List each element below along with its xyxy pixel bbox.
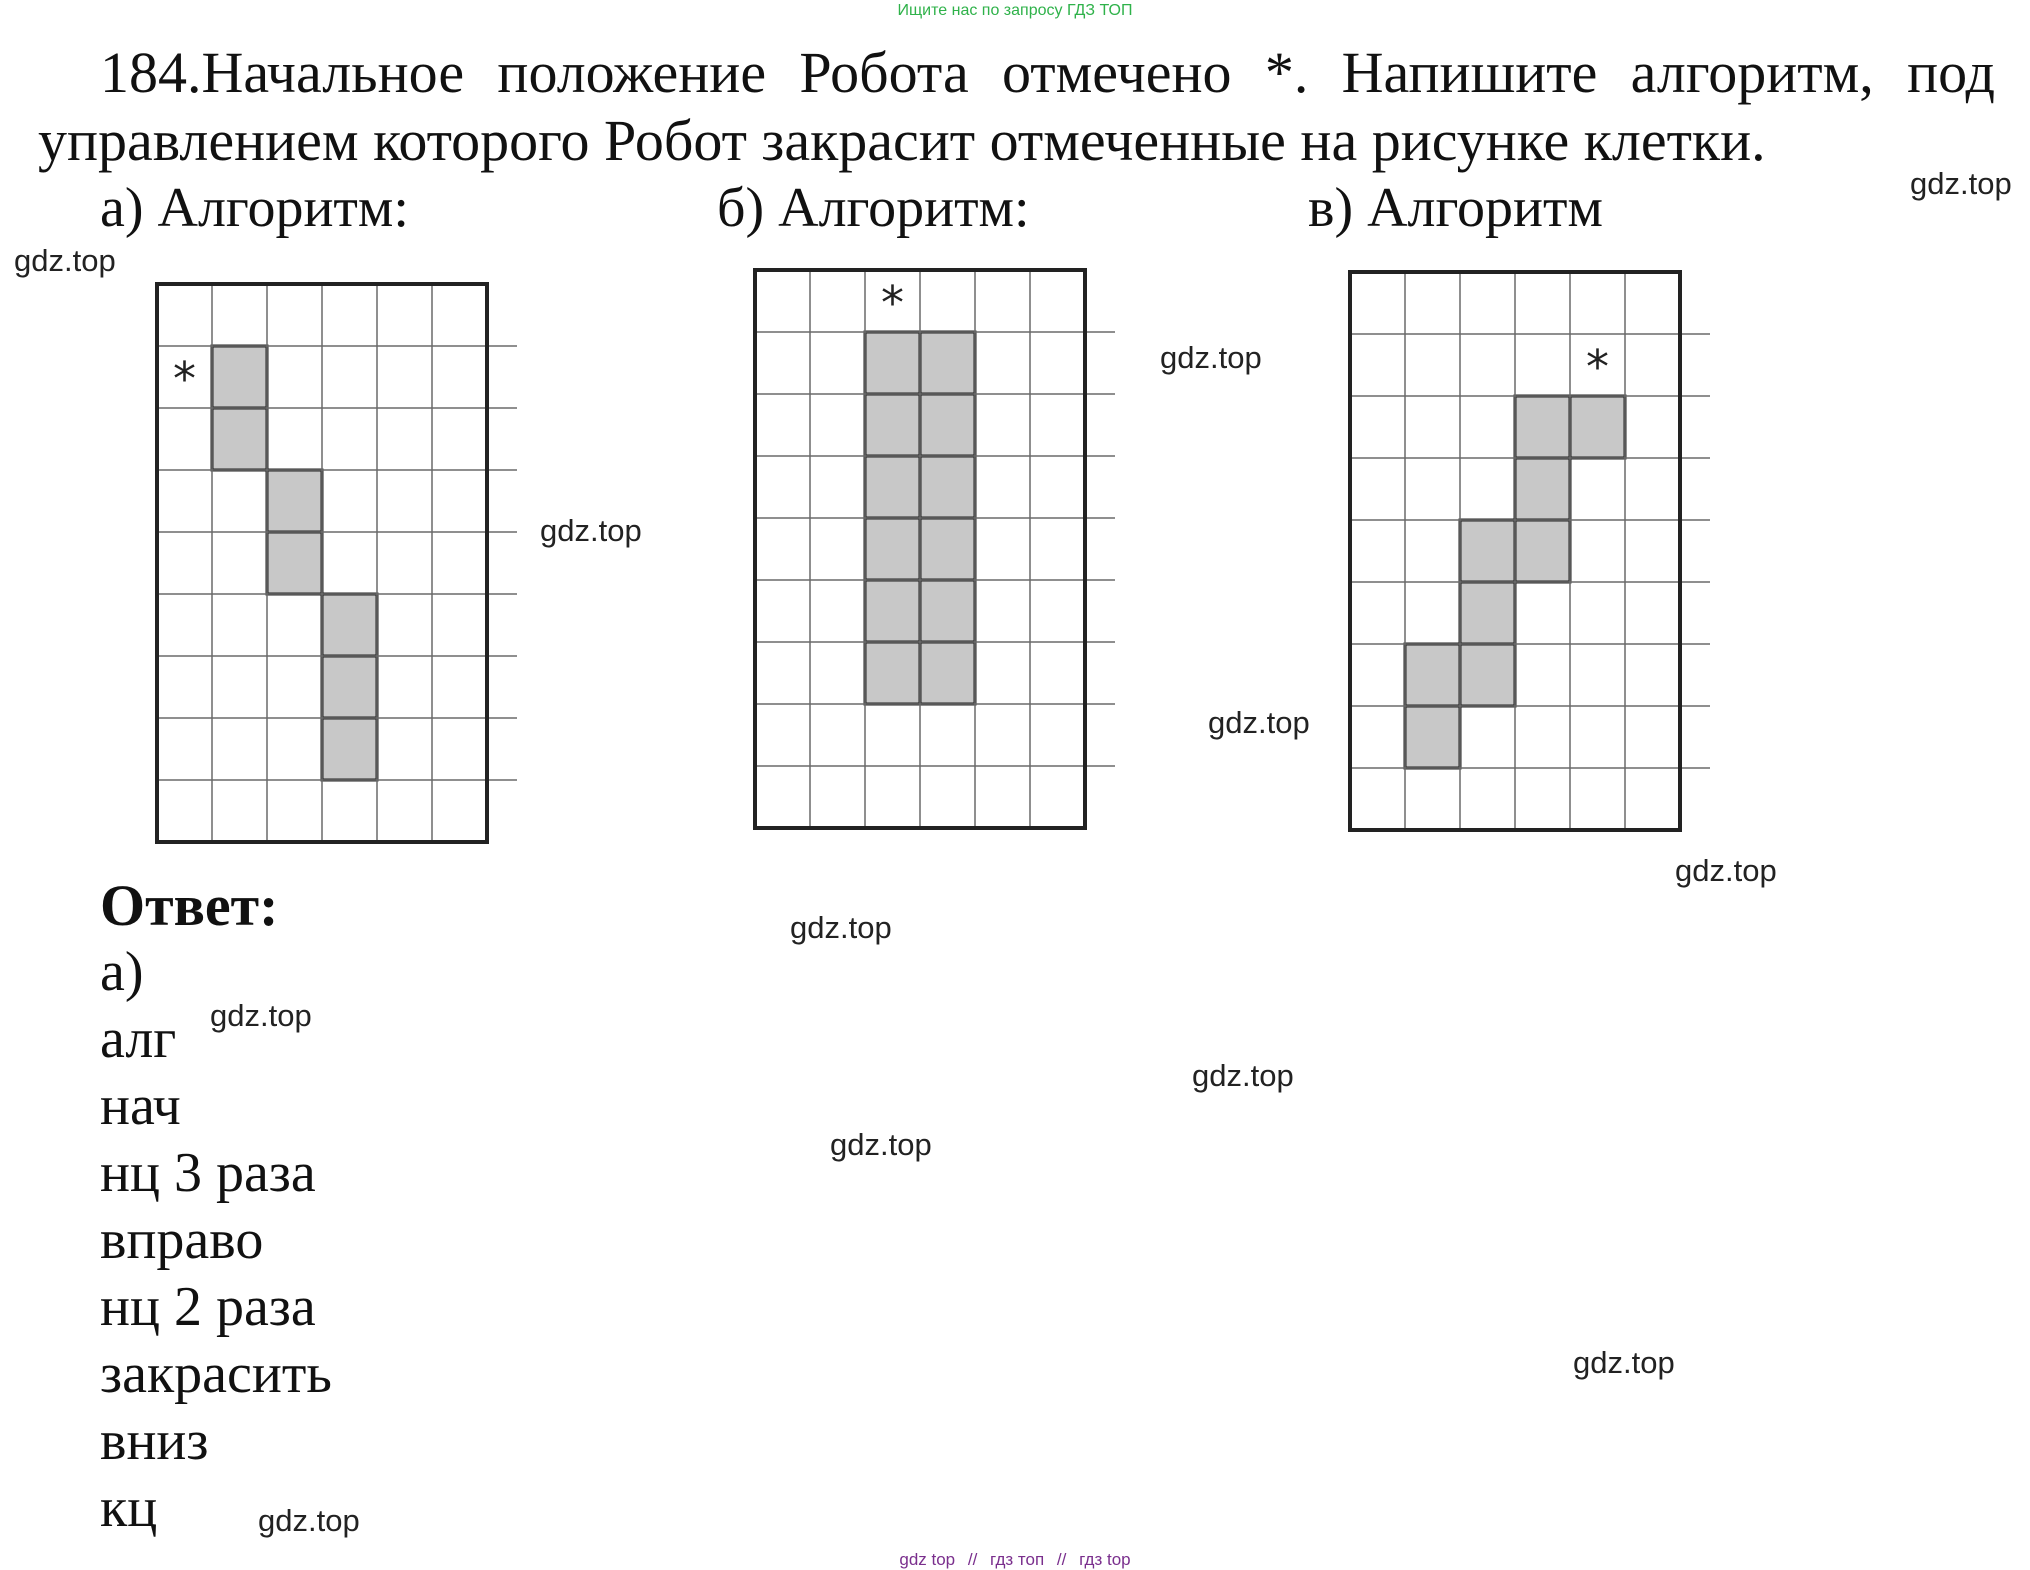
answer-line: вправо bbox=[100, 1209, 264, 1271]
shaded-cell bbox=[1515, 458, 1570, 520]
answer-line: вниз bbox=[100, 1410, 209, 1472]
watermark: gdz.top bbox=[1192, 1058, 1294, 1093]
subtask-b-label: б) Алгоритм: bbox=[717, 177, 1030, 239]
answer-line: кц bbox=[100, 1477, 158, 1539]
shaded-cell bbox=[322, 594, 377, 656]
watermark: gdz.top bbox=[540, 513, 642, 548]
watermark: gdz.top bbox=[258, 1503, 360, 1538]
robot-start-star: * bbox=[1586, 340, 1609, 394]
footer-link[interactable]: gdz top bbox=[899, 1550, 956, 1569]
watermark: gdz.top bbox=[1160, 340, 1262, 375]
problem-statement-line-1: 184.Начальное положение Робота отмечено *. Напишите алгоритм, под bbox=[100, 40, 1995, 105]
shaded-cell bbox=[865, 642, 920, 704]
shaded-cell bbox=[920, 456, 975, 518]
robot-field-b bbox=[655, 240, 1165, 870]
shaded-cell bbox=[865, 332, 920, 394]
shaded-cell bbox=[865, 580, 920, 642]
shaded-cell bbox=[212, 408, 267, 470]
shaded-cell bbox=[1405, 706, 1460, 768]
shaded-cell bbox=[865, 518, 920, 580]
shaded-cell bbox=[267, 532, 322, 594]
footer-separator: // bbox=[967, 1550, 978, 1569]
answer-line: а) bbox=[100, 941, 144, 1003]
shaded-cell bbox=[920, 332, 975, 394]
watermark: gdz.top bbox=[830, 1127, 932, 1162]
shaded-cell bbox=[1460, 644, 1515, 706]
subtask-a-label: а) Алгоритм: bbox=[100, 177, 409, 239]
shaded-cell bbox=[1515, 396, 1570, 458]
shaded-cell bbox=[865, 394, 920, 456]
subtask-c-label: в) Алгоритм bbox=[1308, 177, 1603, 239]
robot-field-c bbox=[1290, 240, 1760, 870]
shaded-cell bbox=[920, 518, 975, 580]
shaded-cell bbox=[322, 656, 377, 718]
watermark: gdz.top bbox=[1208, 705, 1310, 740]
answer-heading: Ответ: bbox=[100, 873, 279, 938]
answer-line: нц 3 раза bbox=[100, 1142, 316, 1204]
answer-line: закрасить bbox=[100, 1343, 332, 1405]
robot-start-star: * bbox=[173, 352, 196, 406]
shaded-cell bbox=[920, 642, 975, 704]
shaded-cell bbox=[1405, 644, 1460, 706]
footer-link[interactable]: гдз top bbox=[1079, 1550, 1131, 1569]
answer-line: алг bbox=[100, 1008, 177, 1070]
footer-link[interactable]: гдз топ bbox=[990, 1550, 1045, 1569]
shaded-cell bbox=[920, 580, 975, 642]
answer-line: нц 2 раза bbox=[100, 1276, 316, 1338]
shaded-cell bbox=[267, 470, 322, 532]
watermark: gdz.top bbox=[790, 910, 892, 945]
robot-field-a bbox=[100, 240, 560, 870]
shaded-cell bbox=[212, 346, 267, 408]
footer-separator: // bbox=[1056, 1550, 1067, 1569]
problem-statement-line-2: управлением которого Робот закрасит отмеченные на рисунке клетки. bbox=[38, 108, 1766, 173]
shaded-cell bbox=[1515, 520, 1570, 582]
shaded-cell bbox=[1460, 520, 1515, 582]
watermark: gdz.top bbox=[1910, 166, 2012, 201]
watermark: gdz.top bbox=[1675, 853, 1777, 888]
footer-links bbox=[0, 1550, 2030, 1570]
shaded-cell bbox=[920, 394, 975, 456]
shaded-cell bbox=[1570, 396, 1625, 458]
watermark: gdz.top bbox=[210, 998, 312, 1033]
shaded-cell bbox=[322, 718, 377, 780]
answer-line: нач bbox=[100, 1075, 181, 1137]
watermark: gdz.top bbox=[14, 243, 116, 278]
search-banner: Ищите нас по запросу ГДЗ ТОП bbox=[897, 2, 1133, 19]
watermark: gdz.top bbox=[1573, 1345, 1675, 1380]
robot-start-star: * bbox=[881, 276, 904, 330]
shaded-cell bbox=[1460, 582, 1515, 644]
shaded-cell bbox=[865, 456, 920, 518]
